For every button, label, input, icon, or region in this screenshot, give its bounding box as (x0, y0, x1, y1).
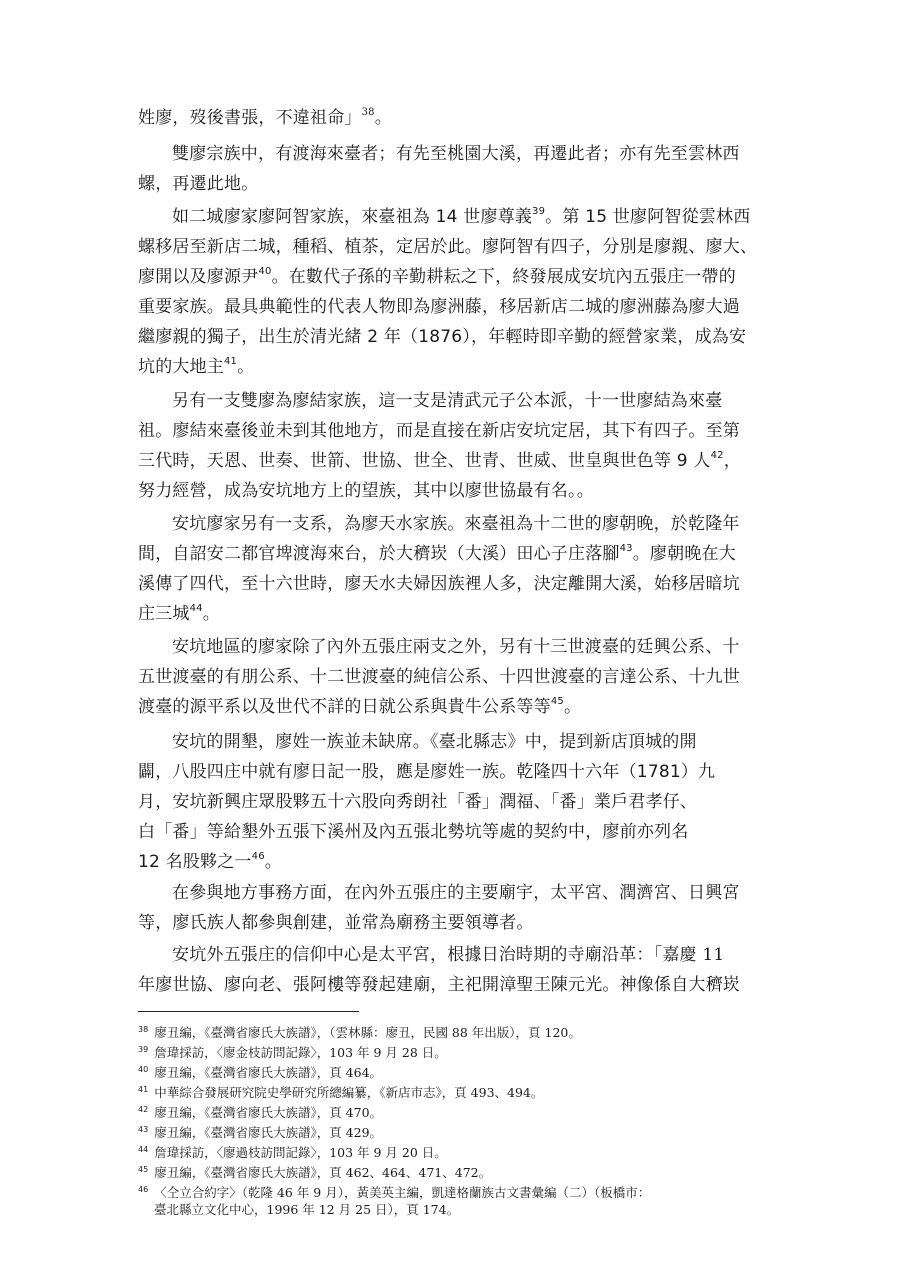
footnote-ref[interactable]: 38 (361, 107, 375, 118)
body-line (138, 262, 778, 292)
quote-text: 嘉慶 11 (662, 945, 725, 965)
footnote-separator (138, 1011, 359, 1012)
body-line: 月，安坑新興庄眾股夥五十六股向秀朗社「番」潤福、「番」業戶君孝仔、 (138, 792, 698, 812)
footnote-ref[interactable]: 40 (258, 266, 272, 277)
body-line: 年廖世協、廖向老、張阿樓等發起建廟，主祀開漳聖王陳元光。神像係自大穧崁 (138, 975, 740, 995)
footnote (138, 1100, 788, 1120)
footnote-number: 40 (138, 1065, 149, 1074)
text: 。第 15 世廖阿智從雲林西 (545, 207, 751, 227)
footnote (138, 1060, 788, 1080)
body-line (138, 103, 778, 133)
footnote (138, 1020, 788, 1040)
footnote-text: 廖丑編，《臺灣省廖氏大族譜》，頁 429。 (154, 1125, 383, 1140)
text: 。 (374, 108, 392, 128)
footnote-ref[interactable]: 44 (189, 603, 203, 614)
body-line: 祖。廖結來臺後並未到其他地方，而是直接在新店安坑定居，其下有四子。至第 (138, 421, 740, 441)
text: 渡臺的源平系以及世代不詳的日就公系與貴牛公系等等 (138, 697, 551, 717)
body-line: 安坑的開墾，廖姓一族並未缺席。《臺北縣志》中，提到新店頂城的開 (172, 732, 697, 752)
body-line: 安坑廖家另有一支系，為廖天水家族。來臺祖為十二世的廖朝晚，於乾隆年 (172, 514, 740, 534)
body-line (138, 599, 778, 629)
body-line (138, 352, 778, 382)
text: 庄三城 (138, 604, 190, 624)
body-line: 闢，八股四庄中就有廖日記一股，應是廖姓一族。乾隆四十六年（1781）九 (138, 762, 716, 782)
text: 如二城廖家廖阿智家族，來臺祖為 14 世廖尊義 (172, 207, 533, 227)
footnote-text: 廖丑編，《臺灣省廖氏大族譜》，頁 470。 (154, 1105, 383, 1120)
body-line: 安坑地區的廖家除了內外五張庄兩支之外，另有十三世渡臺的廷興公系、十 (172, 637, 740, 657)
text: 安坑外五張庄的信仰中心是太平宮，根據日治時期的寺廟沿革：「 (172, 945, 663, 965)
footnote-number: 41 (138, 1085, 149, 1094)
body-line (138, 847, 778, 877)
body-line: 螺，再遷此地。 (138, 174, 259, 194)
body-line: 白「番」等給墾外五張下溪州及內五張北勢坑等處的契約中，廖前亦列名 (138, 822, 689, 842)
body-line: 重要家族。最具典範性的代表人物即為廖洲藤，移居新店二城的廖洲藤為廖大過 (138, 297, 740, 317)
footnote-text: 廖丑編，《臺灣省廖氏大族譜》，頁 464。 (154, 1065, 383, 1080)
body-line: 等，廖氏族人都參與創建，並常為廟務主要領導者。 (138, 913, 534, 933)
body-line (172, 202, 778, 232)
footnote (138, 1120, 788, 1140)
footnote-ref[interactable]: 42 (710, 450, 724, 461)
text: 間，自詔安二都官埤渡海來台，於大穧崁（大溪）田心子庄落腳 (138, 544, 620, 564)
text: ， (723, 451, 741, 471)
footnote (138, 1040, 788, 1060)
footnote-number: 39 (138, 1045, 149, 1054)
text: 三代時，天恩、世奏、世箭、世協、世全、世青、世威、世皇與世色等 9 人 (138, 451, 711, 471)
footnote-ref[interactable]: 46 (251, 851, 265, 862)
quote-text: 姓廖，歿後書張，不違祖命」 (138, 108, 362, 128)
footnote-number: 45 (138, 1165, 149, 1174)
text: 12 名股夥之一 (138, 852, 252, 872)
body-line (138, 446, 778, 476)
footnote (138, 1160, 788, 1180)
footnote-number: 46 (138, 1185, 149, 1194)
body-line: 努力經營，成為安坑地方上的望族，其中以廖世協最有名。。 (138, 481, 594, 501)
body-line: 五世渡臺的有朋公系、十二世渡臺的純信公系、十四世渡臺的言達公系、十九世 (138, 667, 740, 687)
text: 廖開以及廖源尹 (138, 267, 259, 287)
body-line: 在參與地方事務方面，在內外五張庄的主要廟宇，太平宮、潤濟宮、日興宮 (172, 883, 740, 903)
footnote-text: 〈仝立合約字〉（乾隆 46 年 9 月），黃美英主編，凱達格蘭族古文書彙編（二）（板橋市： (154, 1185, 651, 1200)
footnote-number: 42 (138, 1105, 149, 1114)
body-line (172, 940, 778, 970)
body-line (138, 539, 778, 569)
body-line: 另有一支雙廖為廖結家族，這一支是清武元子公本派，十一世廖結為來臺 (172, 391, 723, 411)
body-line: 溪傳了四代，至十六世時，廖天水夫婦因族裡人多，決定離開大溪，始移居暗坑 (138, 574, 740, 594)
body-line: 雙廖宗族中，有渡海來臺者；有先至桃園大溪，再遷此者；亦有先至雲林西 (172, 144, 740, 164)
footnote-text: 廖丑編，《臺灣省廖氏大族譜》，頁 462、464、471、472。 (154, 1165, 492, 1180)
text: 。 (202, 604, 220, 624)
body-line (138, 692, 778, 722)
footnote-ref[interactable]: 41 (224, 356, 238, 367)
text: 。廖朝晚在大 (632, 544, 736, 564)
footnote-ref[interactable]: 39 (532, 206, 546, 217)
footnote-number: 38 (138, 1025, 149, 1034)
footnote-number: 43 (138, 1125, 149, 1134)
body-line: 繼廖親的獨子，出生於清光緒 2 年（1876），年輕時即辛勤的經營家業，成為安 (138, 327, 747, 347)
text: 。 (563, 697, 582, 717)
footnote (138, 1080, 788, 1100)
text: 。 (264, 852, 282, 872)
footnote-text: 詹瑋採訪，〈廖金枝訪問記錄〉，103 年 9 月 28 日。 (154, 1045, 447, 1060)
footnote-text: 詹瑋採訪，〈廖過枝訪問記錄〉，103 年 9 月 20 日。 (154, 1145, 447, 1160)
footnote-number: 44 (138, 1145, 149, 1154)
text: 坑的大地主 (138, 357, 224, 377)
footnote-text: 中華綜合發展研究院史學研究所總編纂，《新店市志》，頁 493、494。 (154, 1085, 544, 1100)
text: 。在數代子孫的辛勤耕耘之下，終發展成安坑內五張庄一帶的 (271, 267, 736, 287)
footnote-continuation: 臺北縣立文化中心，1996 年 12 月 25 日），頁 174。 (154, 1202, 460, 1217)
footnote-text: 廖丑編，《臺灣省廖氏大族譜》，（雲林縣：廖丑，民國 88 年出版），頁 120。 (154, 1025, 581, 1040)
footnote-ref[interactable]: 45 (550, 696, 564, 707)
footnote-ref[interactable]: 43 (619, 543, 633, 554)
body-line: 螺移居至新店二城，種稻、植茶，定居於此。廖阿智有四子，分別是廖親、廖大、 (138, 237, 758, 257)
footnote (138, 1140, 788, 1160)
text: 。 (237, 357, 255, 377)
footnote (138, 1180, 788, 1200)
